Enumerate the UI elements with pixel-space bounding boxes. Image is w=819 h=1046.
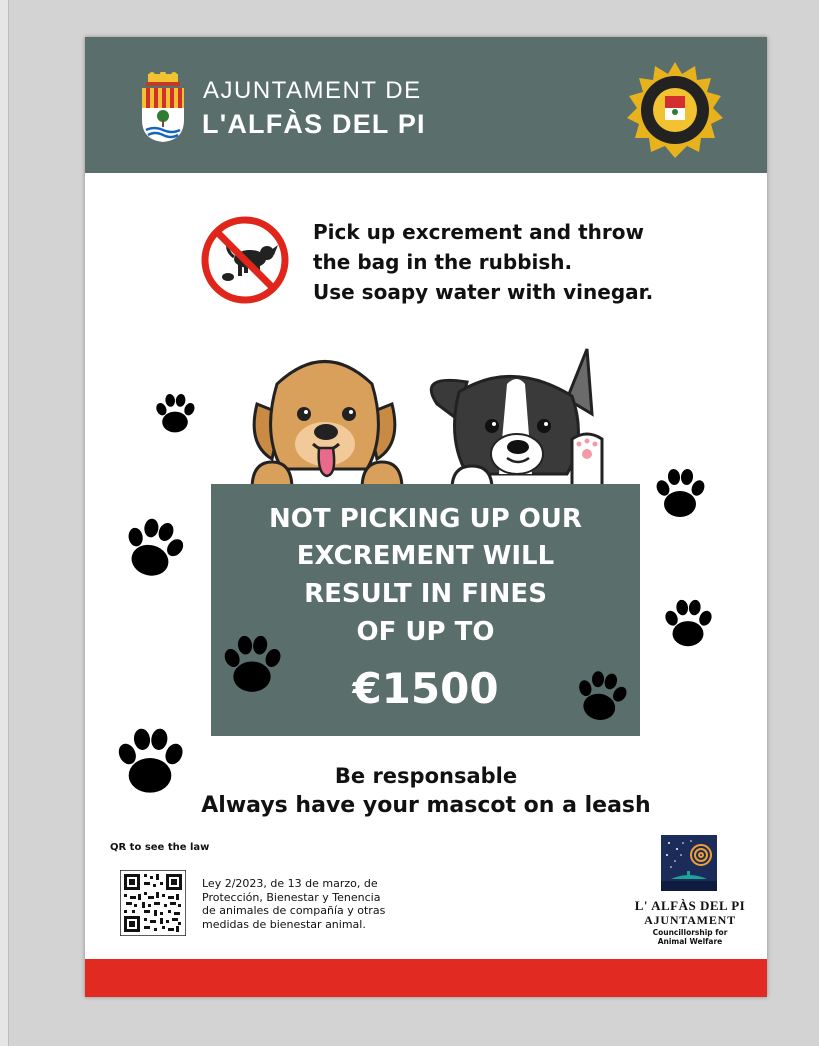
councillorship-label bbox=[605, 928, 767, 946]
fine-text-line: EXCREMENT WILL bbox=[296, 541, 555, 571]
paw-print-icon bbox=[659, 595, 717, 653]
fine-text-line: NOT PICKING UP OUR bbox=[269, 504, 582, 534]
qr-code-icon[interactable] bbox=[120, 870, 186, 936]
fine-text-line: RESULT IN FINES bbox=[304, 579, 547, 609]
viewer-left-edge bbox=[0, 0, 9, 1046]
paw-print-icon bbox=[110, 722, 190, 802]
law-reference bbox=[202, 877, 385, 931]
police-badge-icon bbox=[627, 62, 723, 158]
header-title-line1: AJUNTAMENT DE bbox=[203, 77, 422, 104]
ajuntament-name: L' ALFÀS DEL PI bbox=[634, 898, 746, 913]
law-line: medidas de bienestar animal. bbox=[202, 917, 366, 931]
leash-message: Always have your mascot on a leash bbox=[201, 793, 651, 818]
responsibility-heading: Be responsable bbox=[334, 764, 518, 788]
law-line: Ley 2/2023, de 13 de marzo, de bbox=[202, 877, 378, 890]
paw-print-icon bbox=[151, 390, 199, 438]
paw-print-icon bbox=[118, 514, 188, 584]
poster-header bbox=[85, 37, 767, 173]
instructions-text bbox=[313, 217, 653, 307]
law-line: Protección, Bienestar y Tenencia bbox=[202, 890, 381, 904]
paw-print-icon bbox=[650, 464, 710, 524]
ajuntament-logo-icon bbox=[661, 835, 717, 891]
councillorship-line: Animal Welfare bbox=[657, 937, 723, 946]
dogs-illustration bbox=[237, 344, 617, 489]
header-title-line2: L'ALFÀS DEL PI bbox=[202, 109, 426, 139]
ajuntament-subtitle: AJUNTAMENT bbox=[644, 913, 736, 927]
councillorship-line: Councillorship for bbox=[652, 928, 728, 937]
paw-print-icon bbox=[571, 667, 631, 727]
golden-dog bbox=[252, 362, 402, 490]
town-crest-icon bbox=[140, 72, 186, 144]
fine-amount: €1500 bbox=[352, 664, 499, 713]
instruction-line: the bag in the rubbish. bbox=[313, 250, 573, 274]
paw-print-icon bbox=[217, 630, 287, 700]
no-dog-fouling-icon bbox=[200, 215, 290, 305]
instruction-line: Pick up excrement and throw bbox=[313, 220, 644, 244]
footer-red-bar bbox=[85, 959, 767, 997]
fine-text-line: OF UP TO bbox=[356, 617, 495, 647]
poster-page bbox=[85, 37, 767, 997]
border-collie-dog bbox=[431, 349, 602, 489]
qr-label: QR to see the law bbox=[110, 842, 210, 853]
law-line: de animales de compañía y otras bbox=[202, 904, 386, 917]
instruction-line: Use soapy water with vinegar. bbox=[313, 280, 654, 304]
